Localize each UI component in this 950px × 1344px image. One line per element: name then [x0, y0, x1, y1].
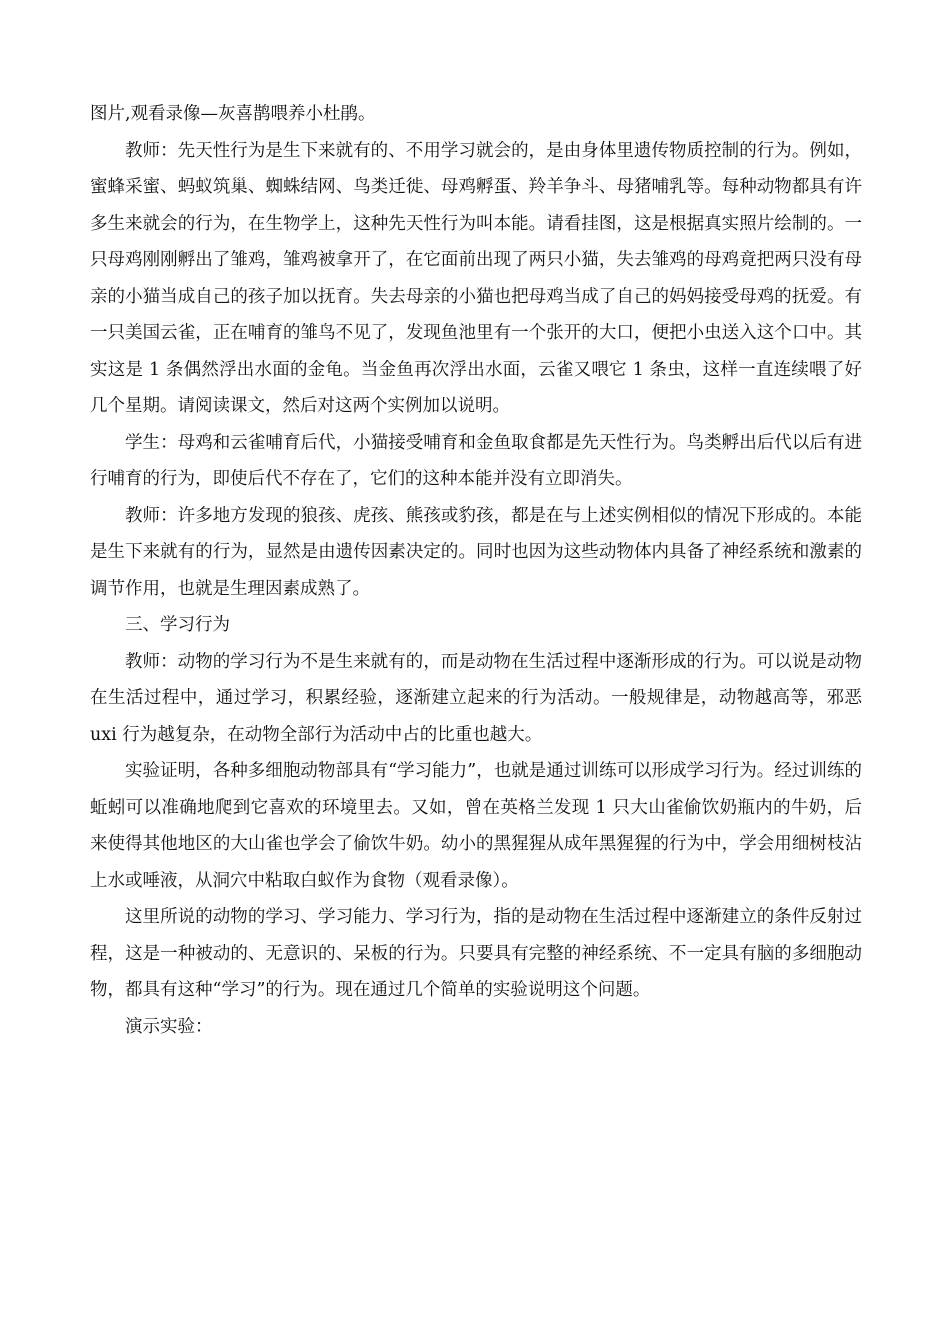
section-heading-learning-behavior: 三、学习行为 [125, 615, 230, 635]
paragraph-student-answer: 学生：母鸡和云雀哺育后代，小猫接受哺育和金鱼取食都是先天性行为。鸟类孵出后代以后有进行哺育的行为，即使后代不存在了，它们的这种本能并没有立即消失。 [90, 432, 862, 489]
paragraph-teacher-wolf-children: 教师：许多地方发现的狼孩、虎孩、熊孩或豹孩，都是在与上述实例相似的情况下形成的。本能是生下来就有的行为，显然是由遗传因素决定的。同时也因为这些动物体内具备了神经系统和激素的调节作用，也就是生理因素成熟了。 [90, 505, 862, 599]
paragraph-learning-definition: 这里所说的动物的学习、学习能力、学习行为，指的是动物在生活过程中逐渐建立的条件反射过程，这是一种被动的、无意识的、呆板的行为。只要具有完整的神经系统、不一定具有脑的多细胞动物，都具有这种“学习”的行为。现在通过几个简单的实验说明这个问题。 [90, 907, 862, 1000]
paragraph-teacher-learning-behavior: 教师：动物的学习行为不是生来就有的，而是动物在生活过程中逐渐形成的行为。可以说是动物在生活过程中，通过学习，积累经验，逐渐建立起来的行为活动。一般规律是，动物越高等，邪恶 uxi 行为越复杂，在动物全部行为活动中占的比重也越大。 [90, 651, 862, 745]
paragraph-experiment-evidence: 实验证明，各种多细胞动物部具有“学习能力”，也就是通过训练可以形成学习行为。经过训练的蚯蚓可以准确地爬到它喜欢的环境里去。又如，曾在英格兰发现 1 只大山雀偷饮奶瓶内的牛奶，后来使得其他地区的大山雀也学会了偷饮牛奶。幼小的黑猩猩从成年黑猩猩的行为中，学会用细树枝沾上水或唾液，从洞穴中粘取白蚁作为食物（观看录像）。 [90, 761, 862, 891]
document-body [90, 96, 862, 1045]
paragraph-intro-continuation: 图片,观看录像—灰喜鹊喂养小杜鹃。 [90, 104, 376, 124]
paragraph-teacher-innate-behavior: 教师：先天性行为是生下来就有的、不用学习就会的，是由身体里遗传物质控制的行为。例如，蜜蜂采蜜、蚂蚁筑巢、蜘蛛结网、鸟类迁徙、母鸡孵蛋、羚羊争斗、母猪哺乳等。每种动物都具有许多生来就会的行为，在生物学上，这种先天性行为叫本能。请看挂图，这是根据真实照片绘制的。一只母鸡刚刚孵出了雏鸡，雏鸡被拿开了，在它面前出现了两只小猫，失去雏鸡的母鸡竟把两只没有母亲的小猫当成自己的孩子加以抚育。失去母亲的小猫也把母鸡当成了自己的妈妈接受母鸡的抚爱。有一只美国云雀，正在哺育的雏鸟不见了，发现鱼池里有一个张开的大口，便把小虫送入这个口中。其实这是 1 条偶然浮出水面的金龟。当金鱼再次浮出水面，云雀又喂它 1 条虫，这样一直连续喂了好几个星期。请阅读课文，然后对这两个实例加以说明。 [90, 140, 862, 416]
paragraph-demo-experiment: 演示实验： [125, 1016, 213, 1037]
